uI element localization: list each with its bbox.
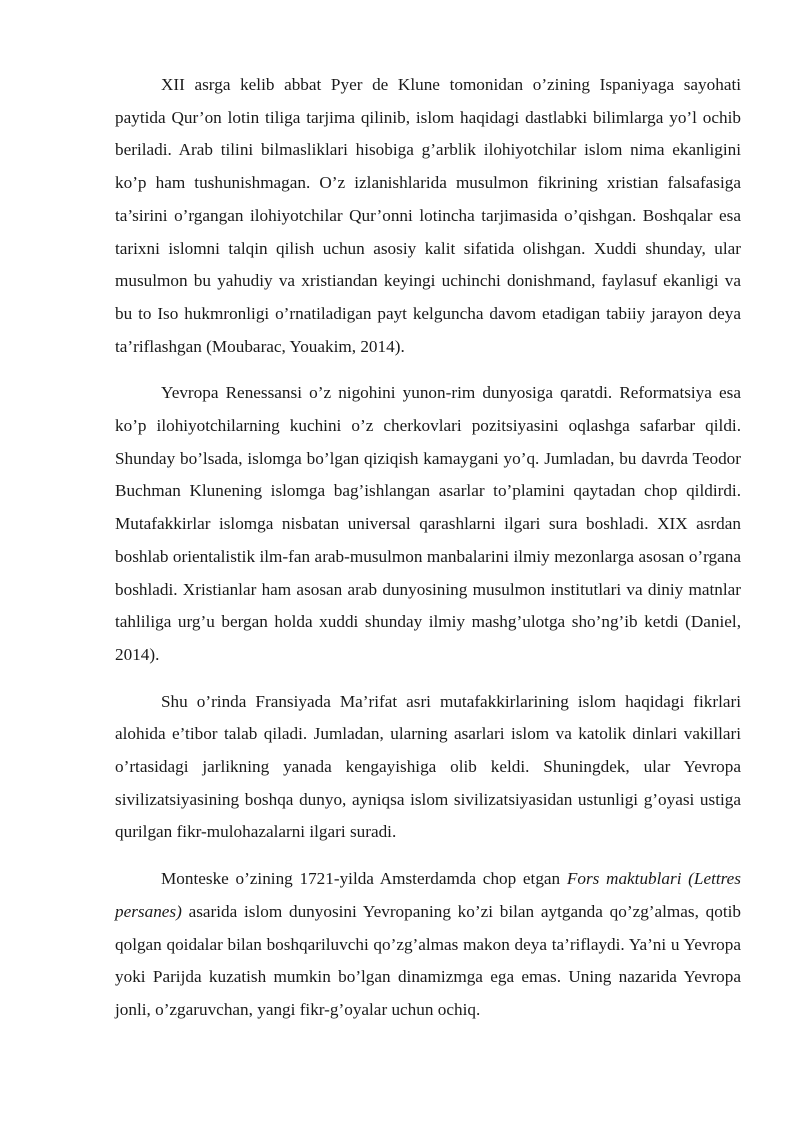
paragraph-1: XII asrga kelib abbat Pyer de Klune tomonidan o’zining Ispaniyaga sayohati paytida Qur’on lotin tiliga tarjima qilinib, islom haqidagi dastlabki bilimlarga yo’l ochib beriladi. Arab tilini bilmasliklari hisobiga g’arblik ilohiyotchilar islom nima ekanligini ko’p ham tushunishmagan. O’z izlanishlarida musulmon fikrining xristian falsafasiga ta’sirini o’rgangan ilohiyotchilar Qur’onni lotincha tarjimasida o’qishgan. Boshqalar esa tarixni islomni talqin qilish uchun asosiy kalit sifatida olishgan. Xuddi shunday, ular musulmon bu yahudiy va xristiandan keyingi uchinchi donishmand, faylasuf ekanligi va bu to Iso hukmronligi o’rnatiladigan payt kelguncha davom etadigan tabiiy jarayon deya ta’riflashgan (Moubarac, Youakim, 2014). <box>115 75 741 356</box>
paragraph-4-text-end: asarida islom dunyosini Yevropaning ko’zi bilan aytganda qo’zg’almas, qotib qolgan qoidalar bilan boshqariluvchi qo’zg’almas makon deya ta’riflaydi. Ya’ni u Yevropa yoki Parijda kuzatish mumkin bo’lgan dinamizmga ega emas. Uning nazarida Yevropa jonli, o’zgaruvchan, yangi fikr-g’oyalar uchun ochiq. <box>115 901 741 1019</box>
document-page <box>115 69 741 1027</box>
paragraph-4-text-start: Monteske o’zining 1721-yilda Amsterdamda chop etgan <box>161 869 567 889</box>
paragraph-3: Shu o’rinda Fransiyada Ma’rifat asri mutafakkirlarining islom haqidagi fikrlari alohida e’tibor talab qiladi. Jumladan, ularning asarlari islom va katolik dinlari vakillari o’rtasidagi jarlikning yanada kengayishiga olib keldi. Shuningdek, ular Yevropa sivilizatsiyasining boshqa dunyo, ayniqsa islom sivilizatsiyasidan ustunligi g’oyasi ustiga qurilgan fikr-mulohazalarni ilgari suradi. <box>115 691 741 842</box>
book-title-italic: Fors maktublari (Lettres persanes) <box>115 869 741 921</box>
paragraph-4 <box>115 863 741 1027</box>
paragraph-2: Yevropa Renessansi o’z nigohini yunon-rim dunyosiga qaratdi. Reformatsiya esa ko’p ilohiyotchilarning kuchini o’z cherkovlari pozitsiyasini oqlashga safarbar qildi. Shunday bo’lsada, islomga bo’lgan qiziqish kamaygani yo’q. Jumladan, bu davrda Teodor Buchman Klunening islomga bag’ishlangan asarlar to’plamini qaytadan chop qildirdi. Mutafakkirlar islomga nisbatan universal qarashlarni ilgari sura boshladi. XIX asrdan boshlab orientalistik ilm-fan arab-musulmon manbalarini ilmiy mezonlarga asosan o’rgana boshladi. Xristianlar ham asosan arab dunyosining musulmon institutlari va diniy matnlar tahliliga urg’u bergan holda xuddi shunday ilmiy mashg’ulotga sho’ng’ib ketdi (Daniel, 2014). <box>115 383 741 664</box>
